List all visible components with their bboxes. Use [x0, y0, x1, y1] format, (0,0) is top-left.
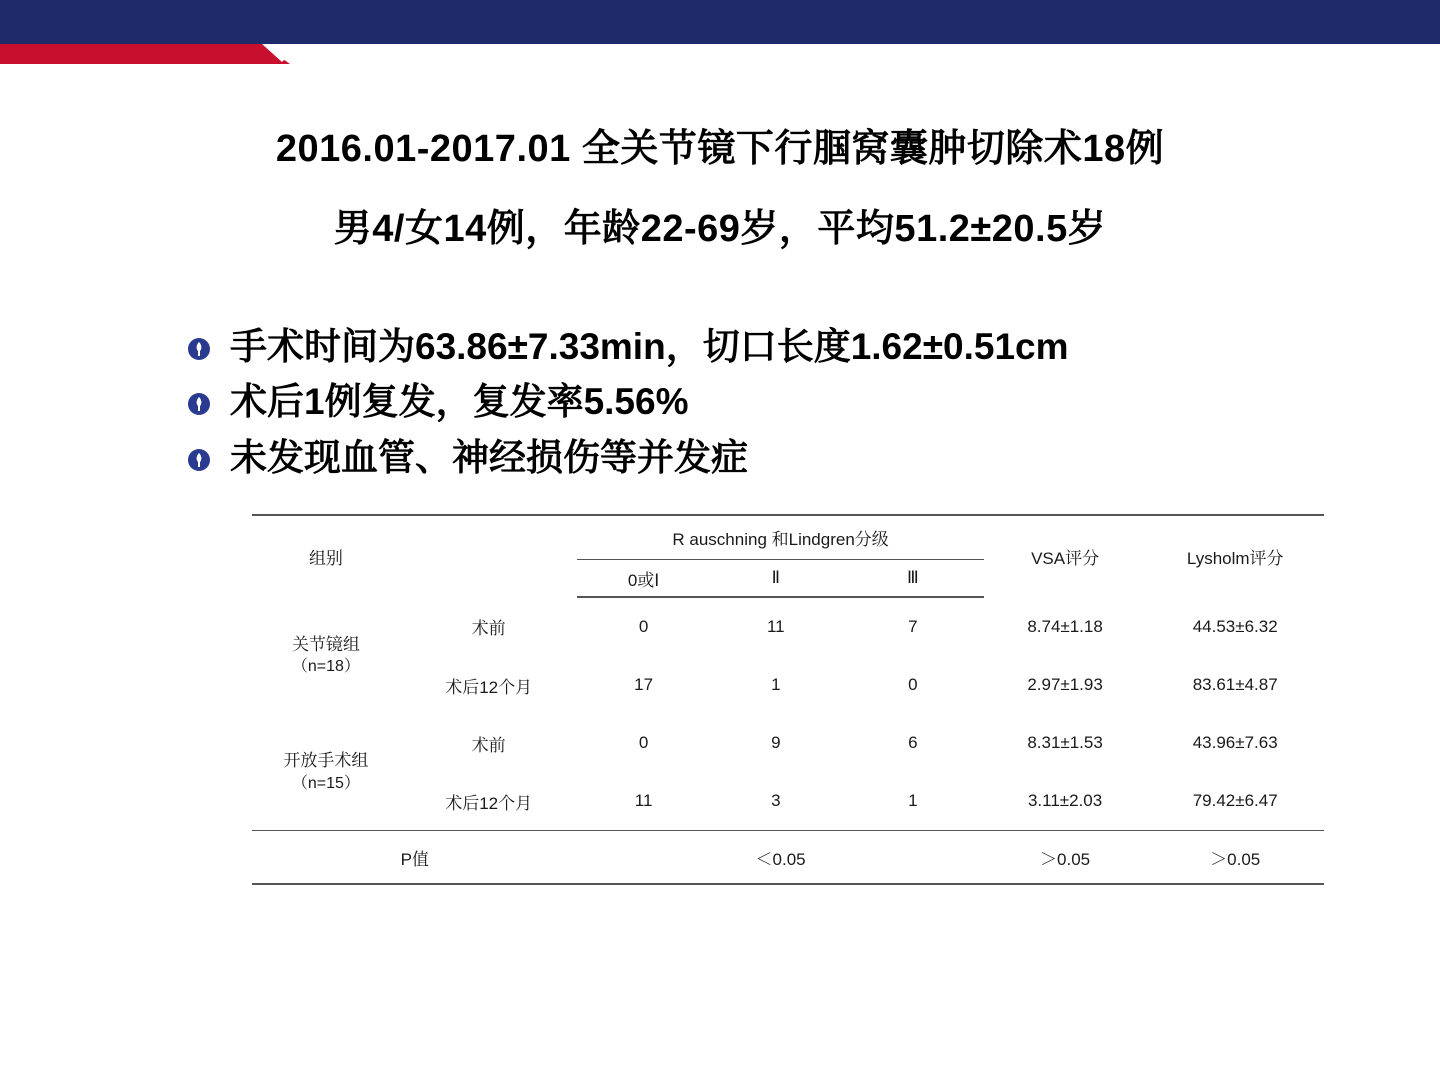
table-header-lysholm: Lysholm评分 — [1146, 515, 1324, 597]
table-header-blank — [400, 515, 578, 597]
banner-navy-left — [0, 0, 1150, 44]
table-cell-grade-0or1: 17 — [634, 675, 654, 695]
table-header-grade-3: Ⅲ — [842, 559, 984, 597]
table-cell-lysholm: 79.42±6.47 — [1192, 791, 1278, 811]
slide-title-block — [0, 130, 1440, 248]
list-item — [186, 381, 1440, 422]
table-cell-pvalue-label: P值 — [252, 831, 577, 885]
table-row-pvalue — [252, 831, 1324, 885]
table-cell-pvalue-vsa: ＞0.05 — [984, 831, 1147, 885]
table-cell-pvalue-lysholm: ＞0.05 — [1146, 831, 1324, 885]
table-cell-timepoint: 术前 — [471, 619, 506, 639]
table-cell-grade-3: 7 — [908, 617, 918, 637]
table-header-grade-0or1: 0或Ⅰ — [577, 559, 709, 597]
list-item-label: 未发现血管、神经损伤等并发症 — [230, 436, 748, 478]
group-name: 关节镜组 — [291, 634, 360, 654]
slide-body — [0, 72, 1440, 1080]
table-cell-lysholm: 43.96±7.63 — [1192, 733, 1278, 753]
slide-top-banner — [0, 0, 1440, 72]
page-title-line-1: 2016.01-2017.01 全关节镜下行腘窝囊肿切除术18例 — [275, 128, 1165, 170]
table-header-grading: R auschning 和Lindgren分级 — [577, 515, 983, 559]
table-cell-pvalue-grading: ＜0.05 — [577, 831, 983, 885]
list-item-label: 术后1例复发，复发率5.56% — [230, 381, 689, 423]
table-cell-timepoint: 术后12个月 — [445, 677, 533, 697]
table-cell-lysholm: 83.61±4.87 — [1192, 675, 1278, 695]
blue-circle-bullet-icon — [186, 336, 212, 362]
table-cell-lysholm: 44.53±6.32 — [1192, 616, 1278, 636]
table-cell-group-open-surgery — [252, 714, 400, 831]
table-cell-grade-0or1: 0 — [638, 617, 649, 637]
group-count: （n=15） — [291, 774, 360, 792]
table-header-grade-2: Ⅱ — [710, 559, 842, 597]
table-cell-grade-3: 0 — [908, 675, 918, 695]
table-cell-group-arthroscopy — [252, 597, 400, 714]
list-item — [186, 437, 1440, 478]
table-cell-vsa: 8.74±1.18 — [1027, 616, 1103, 636]
table-cell-grade-2: 3 — [771, 791, 781, 811]
group-count: （n=18） — [291, 658, 360, 676]
table-cell-grade-2: 1 — [771, 675, 781, 695]
banner-shapes — [0, 0, 1440, 72]
group-name: 开放手术组 — [283, 751, 369, 771]
page-title-line-2: 男4/女14例，年龄22-69岁，平均51.2±20.5岁 — [333, 208, 1107, 250]
table-cell-grade-0or1: 0 — [638, 733, 649, 753]
blue-circle-bullet-icon — [186, 391, 212, 417]
banner-navy-right — [1113, 0, 1440, 44]
table-row — [252, 714, 1324, 772]
table-cell-vsa: 3.11±2.03 — [1027, 791, 1103, 811]
results-table — [252, 514, 1324, 885]
table-header-group: 组别 — [252, 515, 400, 597]
table-row — [252, 656, 1324, 714]
list-item-label: 手术时间为63.86±7.33min，切口长度1.62±0.51cm — [230, 326, 1069, 367]
table-header-vsa: VSA评分 — [984, 515, 1147, 597]
table-cell-grade-3: 1 — [908, 791, 918, 811]
results-table-container — [0, 514, 1440, 885]
banner-red-stripe — [0, 44, 290, 64]
table-cell-timepoint: 术后12个月 — [445, 793, 533, 813]
list-item — [186, 326, 1440, 367]
table-cell-grade-0or1: 11 — [634, 791, 653, 811]
table-cell-grade-3: 6 — [908, 733, 918, 753]
table-header-row-top — [252, 515, 1324, 559]
table-row — [252, 772, 1324, 831]
table-cell-vsa: 8.31±1.53 — [1027, 733, 1103, 753]
table-cell-vsa: 2.97±1.93 — [1027, 675, 1103, 695]
table-cell-timepoint: 术前 — [471, 735, 506, 755]
table-cell-grade-2: 9 — [771, 733, 781, 753]
table-row — [252, 597, 1324, 656]
bullet-list — [0, 326, 1440, 478]
blue-circle-bullet-icon — [186, 447, 212, 473]
table-cell-grade-2: 11 — [766, 617, 785, 637]
